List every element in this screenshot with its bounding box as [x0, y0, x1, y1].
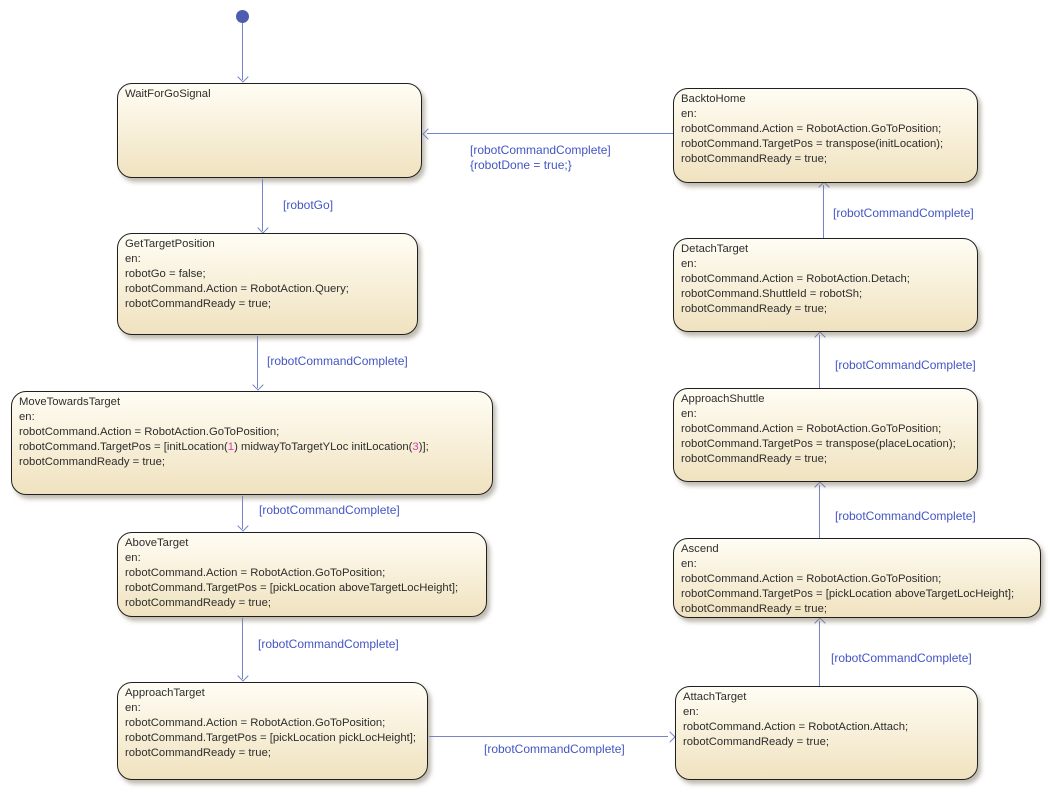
- numeric-literal: 3: [412, 441, 419, 453]
- state-title: BacktoHome: [681, 93, 746, 105]
- state-code-line: robotCommandReady = true;: [125, 747, 271, 759]
- state-code-line: robotCommand.Action = RobotAction.GoToPosition;: [681, 573, 942, 585]
- transition-label[interactable]: [robotCommandComplete]: [835, 358, 976, 372]
- state-code-line: en:: [681, 108, 697, 120]
- transition-action-label[interactable]: {robotDone = true;}: [470, 158, 572, 172]
- state-title: ApproachTarget: [125, 687, 205, 699]
- state-approach-shuttle[interactable]: [673, 388, 978, 482]
- state-code-line: robotCommand.TargetPos = [pickLocation pickLocHeight];: [125, 732, 417, 744]
- state-title: WaitForGoSignal: [125, 88, 211, 100]
- state-ascend[interactable]: [673, 538, 1041, 618]
- state-code-line: en:: [681, 258, 697, 270]
- state-code-line: robotCommand.Action = RobotAction.Query;: [125, 283, 349, 295]
- transition-arrowhead: [237, 670, 248, 681]
- state-code-line: robotCommandReady = true;: [681, 303, 827, 315]
- transition-arrowhead: [237, 520, 248, 531]
- state-code-line: robotCommand.Action = RobotAction.GoToPosition;: [125, 567, 386, 579]
- state-code-line: robotCommand.Action = RobotAction.GoToPosition;: [19, 426, 280, 438]
- transition-line[interactable]: [427, 133, 673, 134]
- state-approach-target[interactable]: [117, 682, 428, 780]
- state-title: MoveTowardsTarget: [19, 396, 121, 408]
- state-code-line: robotGo = false;: [125, 268, 206, 280]
- numeric-literal: 1: [227, 441, 235, 453]
- state-code-line: en:: [19, 411, 35, 423]
- state-code-line: robotCommandReady = true;: [683, 736, 829, 748]
- state-title: AboveTarget: [125, 537, 189, 549]
- transition-arrowhead: [814, 331, 825, 342]
- state-code-line: robotCommandReady = true;: [681, 453, 827, 465]
- state-code-line: robotCommand.Action = RobotAction.Detach;: [681, 273, 910, 285]
- state-code-line: robotCommandReady = true;: [681, 603, 827, 615]
- state-code-line: robotCommand.Action = RobotAction.Attach;: [683, 721, 909, 733]
- state-code-line: robotCommand.TargetPos = [pickLocation aboveTargetLocHeight];: [681, 588, 1015, 600]
- state-code-line: robotCommandReady = true;: [125, 597, 271, 609]
- transition-label[interactable]: [robotCommandComplete]: [831, 651, 972, 665]
- transition-arrowhead: [664, 731, 675, 742]
- state-code-line: en:: [681, 408, 697, 420]
- state-code-line: en:: [125, 552, 141, 564]
- state-code-line: [19, 440, 488, 455]
- state-move-towards-target[interactable]: [11, 391, 493, 495]
- transition-arrowhead: [252, 379, 263, 390]
- transition-label[interactable]: [robotCommandComplete]: [484, 742, 625, 756]
- state-detach-target[interactable]: [673, 238, 978, 332]
- state-code-line: robotCommandReady = true;: [19, 456, 165, 468]
- transition-arrowhead: [257, 222, 268, 233]
- state-get-target-position[interactable]: [117, 233, 418, 335]
- state-title: Ascend: [681, 543, 719, 555]
- state-title: DetachTarget: [681, 243, 749, 255]
- transition-arrowhead: [237, 71, 248, 82]
- state-code-line: robotCommand.ShuttleId = robotSh;: [681, 288, 863, 300]
- default-transition-dot[interactable]: [236, 10, 249, 23]
- transition-label[interactable]: [robotCommandComplete]: [267, 354, 408, 368]
- state-title: AttachTarget: [683, 691, 747, 703]
- state-backto-home[interactable]: [673, 88, 978, 183]
- state-code-line: robotCommand.TargetPos = [pickLocation aboveTargetLocHeight];: [125, 582, 459, 594]
- state-code-line: robotCommandReady = true;: [125, 298, 271, 310]
- state-code-line: robotCommand.Action = RobotAction.GoToPosition;: [681, 423, 942, 435]
- transition-arrowhead: [814, 481, 825, 492]
- transition-label[interactable]: [robotCommandComplete]: [258, 637, 399, 651]
- state-code-line: robotCommand.TargetPos = transpose(initLocation);: [681, 138, 944, 150]
- state-title: ApproachShuttle: [681, 393, 765, 405]
- transition-line[interactable]: [429, 736, 668, 737]
- transition-label[interactable]: [robotCommandComplete]: [835, 509, 976, 523]
- state-code-line: en:: [681, 558, 697, 570]
- code-segment: robotCommand.TargetPos = [initLocation(: [19, 441, 228, 453]
- state-code-line: robotCommand.Action = RobotAction.GoToPosition;: [681, 123, 942, 135]
- state-title: GetTargetPosition: [125, 238, 215, 250]
- state-code-line: robotCommandReady = true;: [681, 153, 827, 165]
- state-above-target[interactable]: [117, 532, 487, 617]
- code-segment: )];: [418, 441, 429, 453]
- transition-arrowhead: [814, 617, 825, 628]
- state-attach-target[interactable]: [675, 686, 978, 780]
- transition-line[interactable]: [819, 621, 820, 686]
- transition-label[interactable]: [robotGo]: [283, 198, 334, 212]
- transition-arrowhead: [818, 181, 829, 192]
- state-code-line: en:: [125, 253, 141, 265]
- transition-label[interactable]: [robotCommandComplete]: [259, 503, 400, 517]
- transition-label[interactable]: [robotCommandComplete]: [470, 143, 611, 157]
- state-code-line: en:: [125, 702, 141, 714]
- transition-arrowhead: [422, 128, 433, 139]
- transition-label[interactable]: [robotCommandComplete]: [833, 206, 974, 220]
- state-code-line: robotCommand.Action = RobotAction.GoToPosition;: [125, 717, 386, 729]
- state-wait-for-go-signal[interactable]: [117, 83, 422, 178]
- code-segment: ) midwayToTargetYLoc initLocation(: [234, 441, 413, 453]
- state-code-line: en:: [683, 706, 699, 718]
- state-code-line: robotCommand.TargetPos = transpose(placeLocation);: [681, 438, 956, 450]
